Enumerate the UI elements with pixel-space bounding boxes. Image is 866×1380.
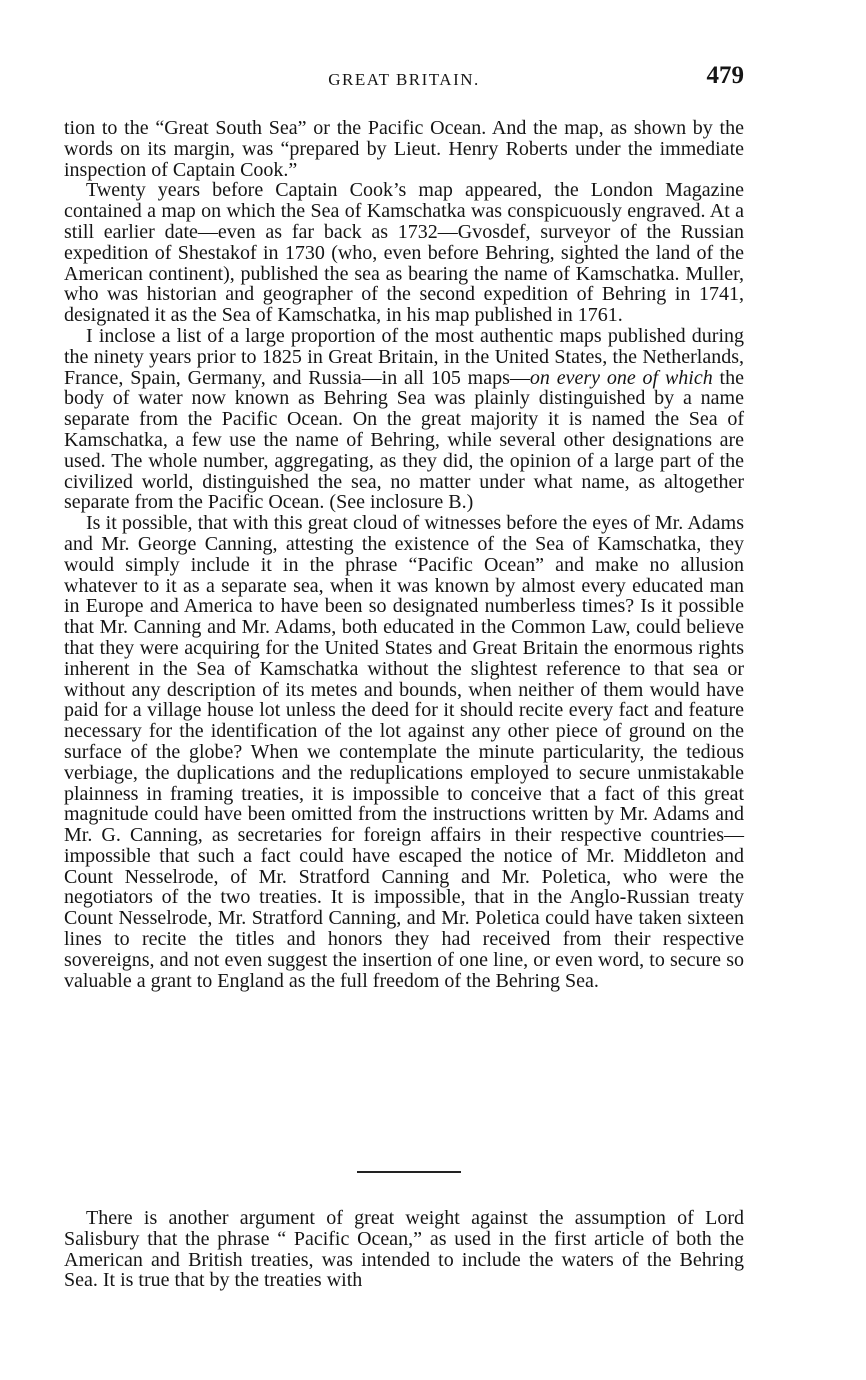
section-divider xyxy=(357,1171,461,1173)
paragraph-inclosed-maps xyxy=(64,326,744,513)
paragraph-continuation: tion to the “Great South Sea” or the Pacific Ocean. And the map, as shown by the words on its margin, was “prepared by Lieut. Henry Roberts under the immediate inspection of Captain Cook.” xyxy=(64,117,744,181)
second-text-block xyxy=(64,1208,744,1291)
paragraph-maps-text-start: I inclose a list of a large proportion of the most authentic maps published during the ninety years prior to 1825 in Great Britain, in the United States, the Netherlands, France, Spain, Germany, and Russia—in all 105 maps— xyxy=(64,324,744,389)
paragraph-another-argument: There is another argument of great weight against the assumption of Lord Salisbury that the phrase “ Pacific Ocean,” as used in the first article of both the American and British treaties, was intended to include the waters of the Behring Sea. It is true that by the treaties with xyxy=(64,1207,744,1292)
page-number: 479 xyxy=(706,62,744,89)
paragraph-is-it-possible: Is it possible, that with this great cloud of witnesses before the eyes of Mr. Adams and Mr. George Canning, attesting the existence of the Sea of Kamschatka, they would simply include it in the phrase “Pacific Ocean” and make no allusion whatever to it as a separate sea, when it was known by almost every educated man in Europe and America to have been so designated numberless times? Is it possible that Mr. Canning and Mr. Adams, both educated in the Common Law, could believe that they were acquiring for the United States and Great Britain the enormous rights inherent in the Sea of Kamschatka without the slightest reference to that sea or without any description of its metes and bounds, when neither of them would have paid for a village house lot unless the deed for it should recite every fact and feature necessary for the identification of the lot against any other piece of ground on the surface of the globe? When we contemplate the minute particularity, the tedious verbiage, the duplications and the reduplications employed to secure unmistakable plainness in framing treaties, it is impossible to conceive that a fact of this great magnitude could have been omitted from the instructions written by Mr. Adams and Mr. G. Canning, as secretaries for foreign affairs in their respective countries—impossible that such a fact could have escaped the notice of Mr. Middleton and Count Nesselrode, of Mr. Stratford Canning and Mr. Poletica, who were the negotiators of the two treaties. It is impossible, that in the Anglo-Russian treaty Count Nesselrode, Mr. Stratford Canning, and Mr. Poletica could have taken sixteen lines to recite the titles and honors they had received from their respective sovereigns, and not even suggest the insertion of one line, or even word, to secure so valuable a grant to England as the full freedom of the Behring Sea. xyxy=(64,512,744,992)
emphasis-every-one: on every one of which xyxy=(529,366,713,389)
page-header xyxy=(64,62,744,96)
paragraph-maps-text-end: the body of water now known as Behring Sea was plainly distinguished by a name separate from the Pacific Ocean. On the great majority it is named the Sea of Kamschatka, a few use the name of Behring, while several other designations are used. The whole number, aggregating, as they did, the opinion of a large part of the civilized world, distinguished the sea, no matter under what name, as altogether separate from the Pacific Ocean. (See inclosure B.) xyxy=(64,366,744,514)
paragraph-london-magazine: Twenty years before Captain Cook’s map appeared, the London Magazine contained a map on which the Sea of Kamschatka was conspicuously engraved. At a still earlier date—even as far back as 1732—Gvosdef, surveyor of the Russian expedition of Shestakof in 1730 (who, even before Behring, sighted the land of the American continent), published the sea as bearing the name of Kamschatka. Muller, who was historian and geographer of the second expedition of Behring in 1741, designated it as the Sea of Kamschatka, in his map published in 1761. xyxy=(64,179,744,327)
running-title: GREAT BRITAIN. xyxy=(328,70,480,89)
main-text-block xyxy=(64,118,744,991)
